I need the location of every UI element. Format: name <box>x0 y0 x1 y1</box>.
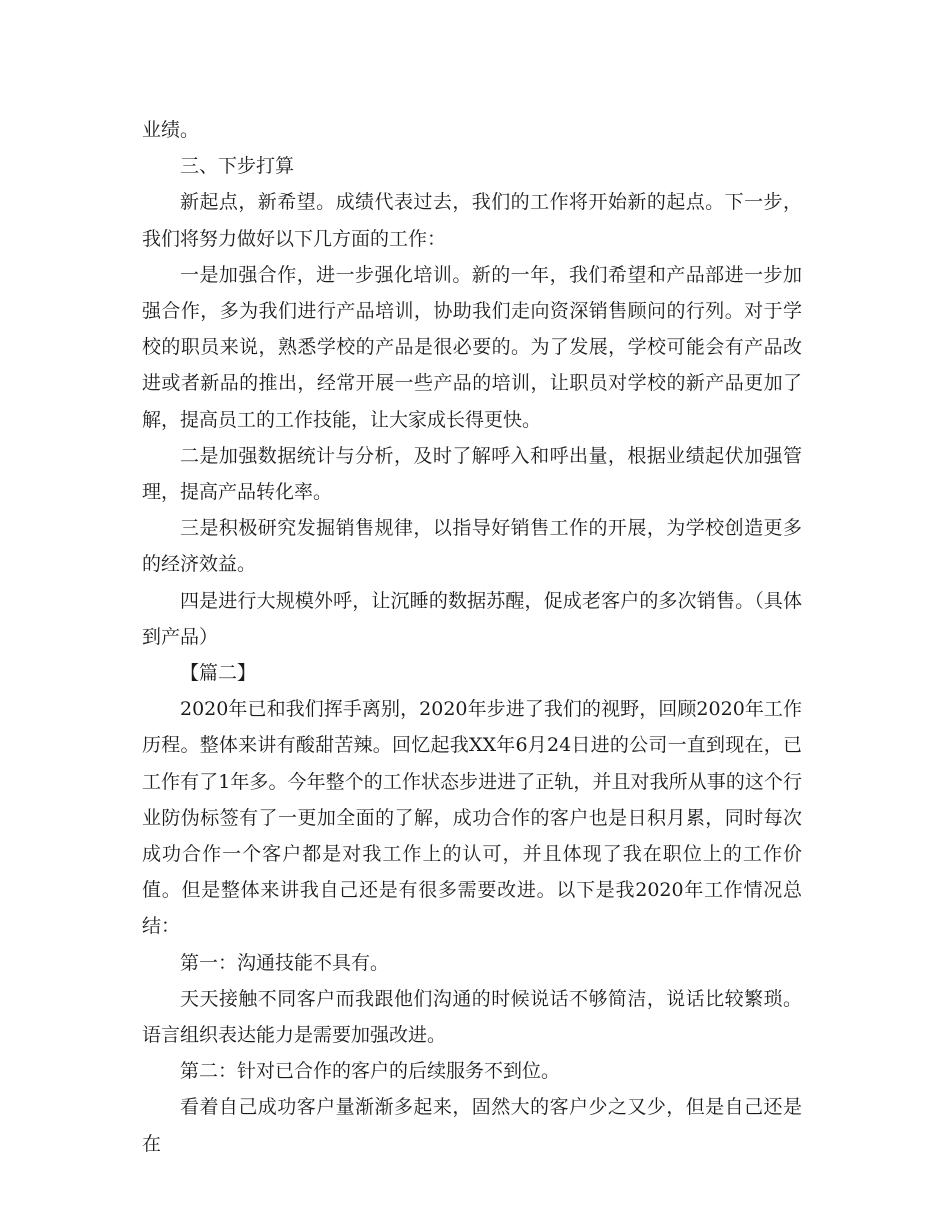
paragraph-item-4: 四是进行大规模外呼，让沉睡的数据苏醒，促成老客户的多次销售。（具体到产品） <box>142 589 802 648</box>
paragraph-item-2: 二是加强数据统计与分析，及时了解呼入和呼出量，根据业绩起伏加强管理，提高产品转化率。 <box>142 444 802 504</box>
paragraph-item-3: 三是积极研究发掘销售规律，以指导好销售工作的开展，为学校创造更多的经济效益。 <box>142 517 802 576</box>
paragraph-item-1: 一是加强合作，进一步强化培训。新的一年，我们希望和产品部进一步加强合作，多为我们进行产品培训，协助我们走向资深销售顾问的行列。对于学校的职员来说，熟悉学校的产品是很必要的。为了发展，学校可能会有产品改进或者新品的推出，经常开展一些产品的培训，让职员对学校的新产品更加了解，提高员工的工作技能，让大家成长得更快。 <box>142 263 802 431</box>
document-body <box>142 112 802 1162</box>
paragraph-point-1-body: 天天接触不同客户而我跟他们沟通的时候说话不够简洁，说话比较繁琐。语言组织表达能力是需要加强改进。 <box>142 987 802 1047</box>
paragraph-summary-intro: 2020年已和我们挥手离别，2020年步进了我们的视野，回顾2020年工作历程。整体来讲有酸甜苦辣。回忆起我XX年6月24日进的公司一直到现在，已工作有了1年多。今年整个的工作状态步进进了正轨，并且对我所从事的这个行业防伪标签有了一更加全面的了解，成功合作的客户也是日积月累，同时每次成功合作一个客户都是对我工作上的认可，并且体现了我在职位上的工作价值。但是整体来讲我自己还是有很多需要改进。以下是我2020年工作情况总结： <box>142 698 802 938</box>
paragraph-point-2-body: 看着自己成功客户量渐渐多起来，固然大的客户少之又少，但是自己还是在 <box>142 1096 802 1155</box>
paragraph-point-2-title: 第二：针对已合作的客户的后续服务不到位。 <box>180 1060 561 1083</box>
section-heading-next-steps: 三、下步打算 <box>180 155 295 178</box>
paragraph-continuation: 业绩。 <box>142 119 200 141</box>
paragraph-intro: 新起点，新希望。成绩代表过去，我们的工作将开始新的起点。下一步，我们将努力做好以下几方面的工作： <box>142 191 802 250</box>
section-heading-part-two: 【篇二】 <box>180 662 257 685</box>
paragraph-point-1-title: 第一：沟通技能不具有。 <box>180 951 390 974</box>
